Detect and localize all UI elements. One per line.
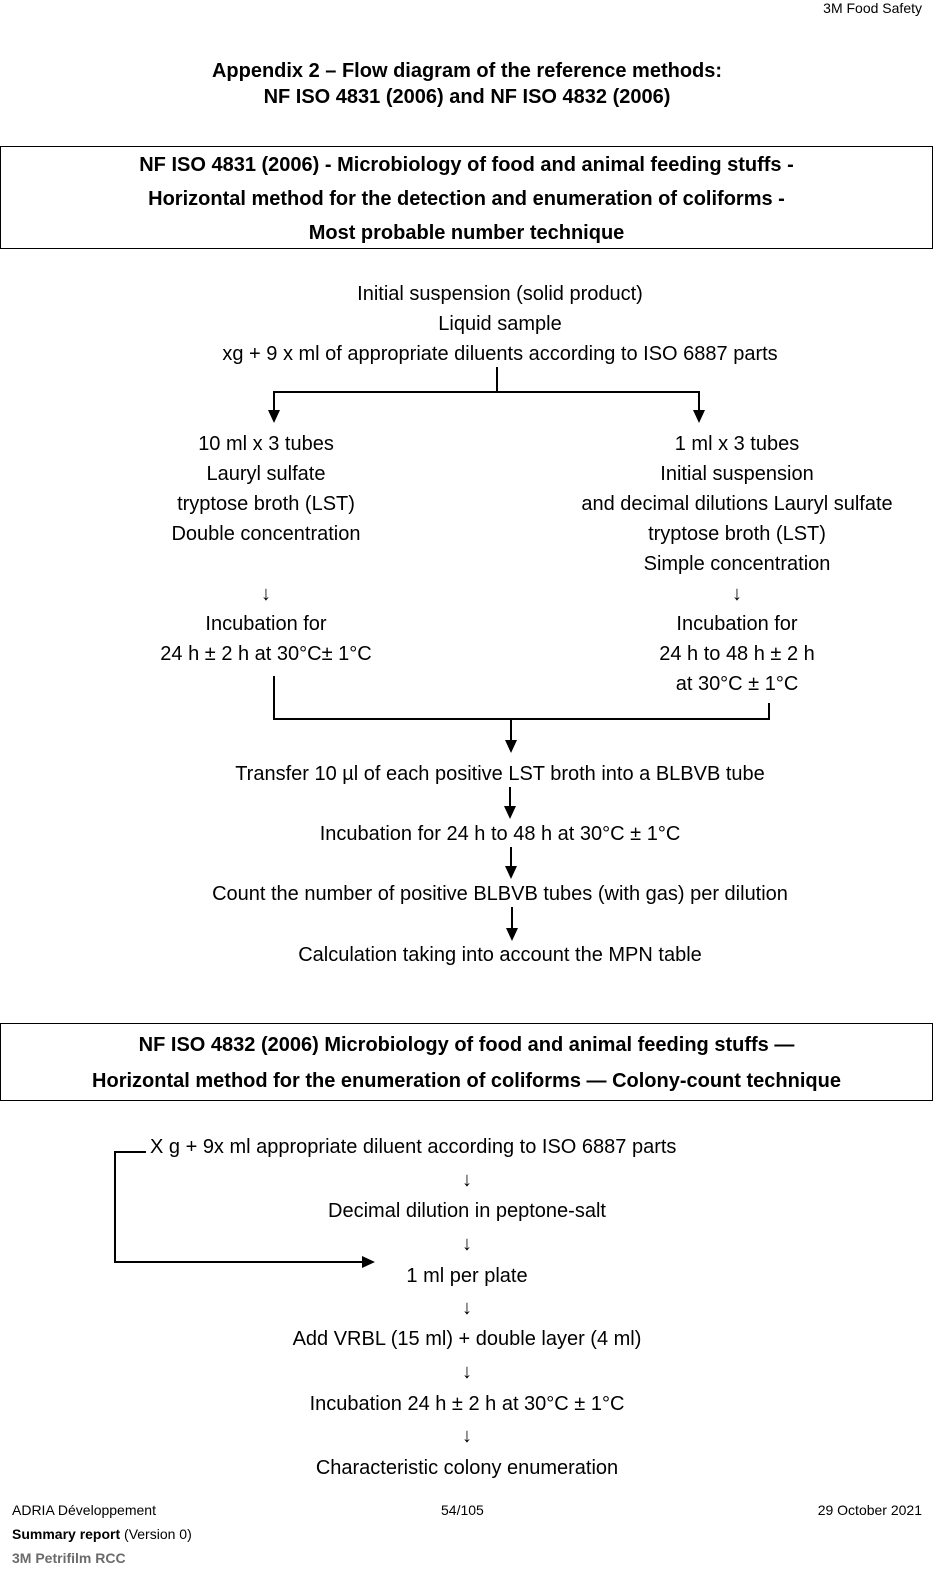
step-calculation: Calculation taking into account the MPN table	[298, 944, 702, 966]
title-line-2: NF ISO 4831 (2006) and NF ISO 4832 (2006)	[263, 86, 671, 108]
header-company: 3M Food Safety	[823, 0, 922, 16]
merge-down-line	[510, 719, 512, 741]
step2-arrow-icon	[505, 866, 517, 879]
method2-title-box	[0, 1023, 933, 1101]
start-line-2: Liquid sample	[438, 313, 562, 335]
method2-box-line-2: Horizontal method for the enumeration of coliforms — Colony-count technique	[92, 1070, 841, 1092]
right-incubation-line-3: at 30°C ± 1°C	[675, 673, 799, 695]
right-line-1: 1 ml x 3 tubes	[674, 433, 800, 455]
step-incubation: Incubation for 24 h to 48 h at 30°C ± 1°C	[319, 823, 681, 845]
right-incubation-line-2: 24 h to 48 h ± 2 h	[659, 643, 815, 665]
start-line-1: Initial suspension (solid product)	[357, 283, 643, 305]
split-connector-horizontal	[273, 391, 700, 393]
title-line-1: Appendix 2 – Flow diagram of the reference methods:	[211, 60, 723, 82]
left-branch-arrow-icon	[268, 410, 280, 423]
right-incubation-line-1: Incubation for	[676, 613, 798, 635]
method1-box-line-2: Horizontal method for the detection and enumeration of coliforms -	[148, 188, 785, 210]
right-branch-arrow-icon	[693, 410, 705, 423]
footer-org: ADRIA Développement	[12, 1502, 156, 1518]
footer-report-version: (Version 0)	[120, 1526, 192, 1542]
right-down-arrow-icon: ↓	[732, 583, 742, 605]
merge-left-line	[273, 676, 275, 720]
left-incubation-line-2: 24 h ± 2 h at 30°C± 1°C	[160, 643, 372, 665]
left-line-4: Double concentration	[171, 523, 361, 545]
left-line-1: 10 ml x 3 tubes	[198, 433, 334, 455]
m2-step-vrbl: Add VRBL (15 ml) + double layer (4 ml)	[292, 1328, 642, 1350]
m2-arrow-3-icon: ↓	[462, 1297, 472, 1319]
m2-arrow-2-icon: ↓	[462, 1233, 472, 1255]
footer-date: 29 October 2021	[817, 1502, 922, 1518]
loop-top-line	[114, 1151, 146, 1153]
footer-product: 3M Petrifilm RCC	[12, 1550, 126, 1566]
footer-report	[12, 1522, 192, 1546]
method1-box-line-1: NF ISO 4831 (2006) - Microbiology of food and animal feeding stuffs -	[139, 154, 794, 176]
footer-page-number: 54/105	[441, 1502, 484, 1518]
left-branch-line	[273, 391, 275, 411]
method1-title-box	[0, 146, 933, 249]
step-transfer: Transfer 10 µl of each positive LST broth into a BLBVB tube	[235, 763, 765, 785]
m2-arrow-4-icon: ↓	[462, 1361, 472, 1383]
step2-connector	[510, 847, 512, 867]
left-line-3: tryptose broth (LST)	[177, 493, 355, 515]
step1-connector	[509, 787, 511, 807]
right-line-2: Initial suspension	[660, 463, 814, 485]
split-connector-vertical	[496, 367, 498, 392]
step3-connector	[511, 907, 513, 929]
step1-arrow-icon	[504, 806, 516, 819]
m2-arrow-5-icon: ↓	[462, 1425, 472, 1447]
page-title	[0, 58, 934, 110]
method1-start-block	[100, 279, 900, 369]
method2-box-line-1: NF ISO 4832 (2006) Microbiology of food and animal feeding stuffs —	[138, 1034, 795, 1056]
footer-report-title: Summary report	[12, 1526, 121, 1542]
right-line-3: and decimal dilutions Lauryl sulfate	[581, 493, 893, 515]
left-branch-block	[116, 429, 416, 669]
left-line-2: Lauryl sulfate	[206, 463, 326, 485]
merge-horizontal-line	[273, 718, 770, 720]
m2-step-sample: X g + 9x ml appropriate diluent according to ISO 6887 parts	[150, 1136, 677, 1158]
left-incubation-line-1: Incubation for	[205, 613, 327, 635]
m2-step-enumeration: Characteristic colony enumeration	[315, 1457, 619, 1479]
m2-step-plate: 1 ml per plate	[406, 1265, 528, 1287]
right-branch-block	[537, 429, 934, 699]
left-down-arrow-icon: ↓	[261, 583, 271, 605]
right-line-5: Simple concentration	[643, 553, 831, 575]
right-line-4: tryptose broth (LST)	[648, 523, 826, 545]
merge-arrow-icon	[505, 740, 517, 753]
right-branch-line	[698, 391, 700, 411]
step-count: Count the number of positive BLBVB tubes (with gas) per dilution	[212, 883, 788, 905]
start-line-3: xg + 9 x ml of appropriate diluents according to ISO 6887 parts	[222, 343, 778, 365]
m2-step-incubation: Incubation 24 h ± 2 h at 30°C ± 1°C	[309, 1393, 625, 1415]
m2-arrow-1-icon: ↓	[462, 1169, 472, 1191]
method1-box-line-3: Most probable number technique	[308, 222, 625, 244]
m2-step-dilution: Decimal dilution in peptone-salt	[328, 1200, 606, 1222]
